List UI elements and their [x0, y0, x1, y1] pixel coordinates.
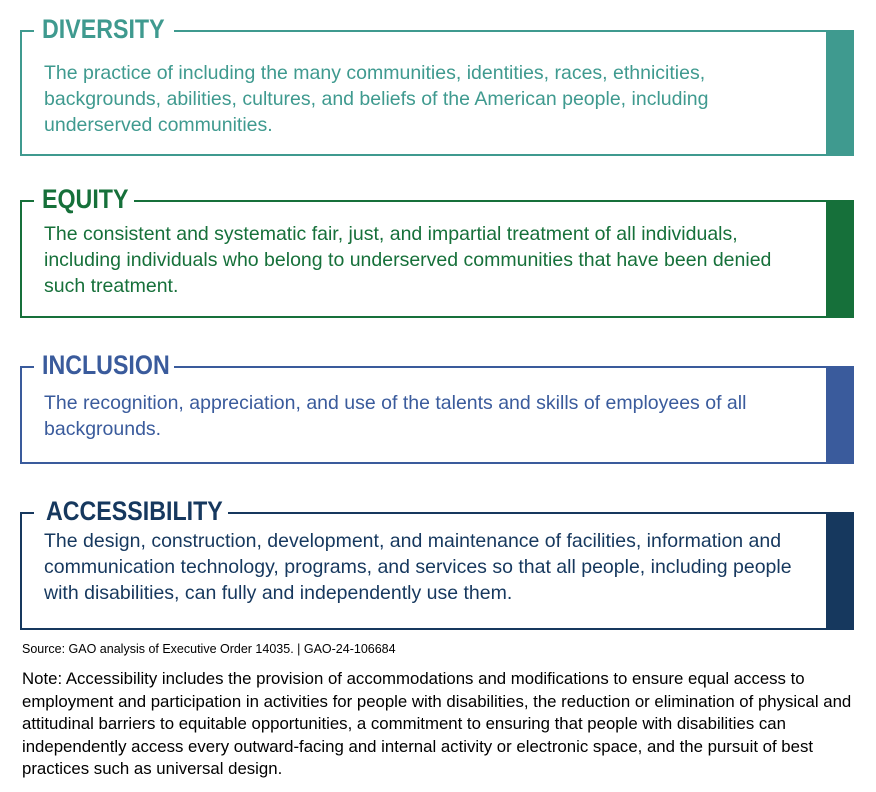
inclusion-frame-tick	[20, 366, 34, 368]
diversity-definition: The practice of including the many communities, identities, races, ethnicities, backgrounds, abilities, cultures, and beliefs of the American people, including underserved communities.	[44, 62, 709, 136]
diversity-box	[20, 14, 854, 156]
diversity-frame-tick	[20, 30, 34, 32]
equity-box	[20, 184, 854, 318]
equity-heading: EQUITY	[42, 184, 129, 214]
accessibility-frame-rule	[228, 512, 852, 514]
diversity-heading: DIVERSITY	[42, 14, 165, 44]
diversity-accent-bar	[826, 30, 852, 154]
equity-frame-rule	[134, 200, 852, 202]
accessibility-frame-tick	[20, 512, 34, 514]
inclusion-frame-rule	[174, 366, 852, 368]
equity-frame-tick	[20, 200, 34, 202]
accessibility-accent-bar	[826, 512, 852, 628]
inclusion-definition: The recognition, appreciation, and use of the talents and skills of employees of all backgrounds.	[44, 392, 747, 440]
diversity-frame-rule	[174, 30, 852, 32]
equity-definition: The consistent and systematic fair, just, and impartial treatment of all individuals, including individuals who belong to underserved communities that have been denied such treatment.	[44, 223, 772, 297]
inclusion-box	[20, 350, 854, 464]
inclusion-heading: INCLUSION	[42, 350, 170, 380]
accessibility-definition: The design, construction, development, and maintenance of facilities, information and communication technology, programs, and services so that all people, including people with disabilities, can fully and independently use them.	[44, 530, 792, 604]
accessibility-box	[20, 496, 854, 630]
equity-accent-bar	[826, 200, 852, 316]
note-paragraph: Note: Accessibility includes the provision of accommodations and modifications to ensure equal access to employment and participation in activities for people with disabilities, the reduction or elimination of physical and attitudinal barriers to equitable opportunities, a commitment to ensuring that people with disabilities can independently access every outward-facing and internal activity or electronic space, and the pursuit of best practices such as universal design.	[22, 669, 852, 778]
accessibility-heading: ACCESSIBILITY	[46, 496, 223, 526]
inclusion-accent-bar	[826, 366, 852, 462]
source-line: Source: GAO analysis of Executive Order 14035. | GAO-24-106684	[22, 642, 396, 656]
